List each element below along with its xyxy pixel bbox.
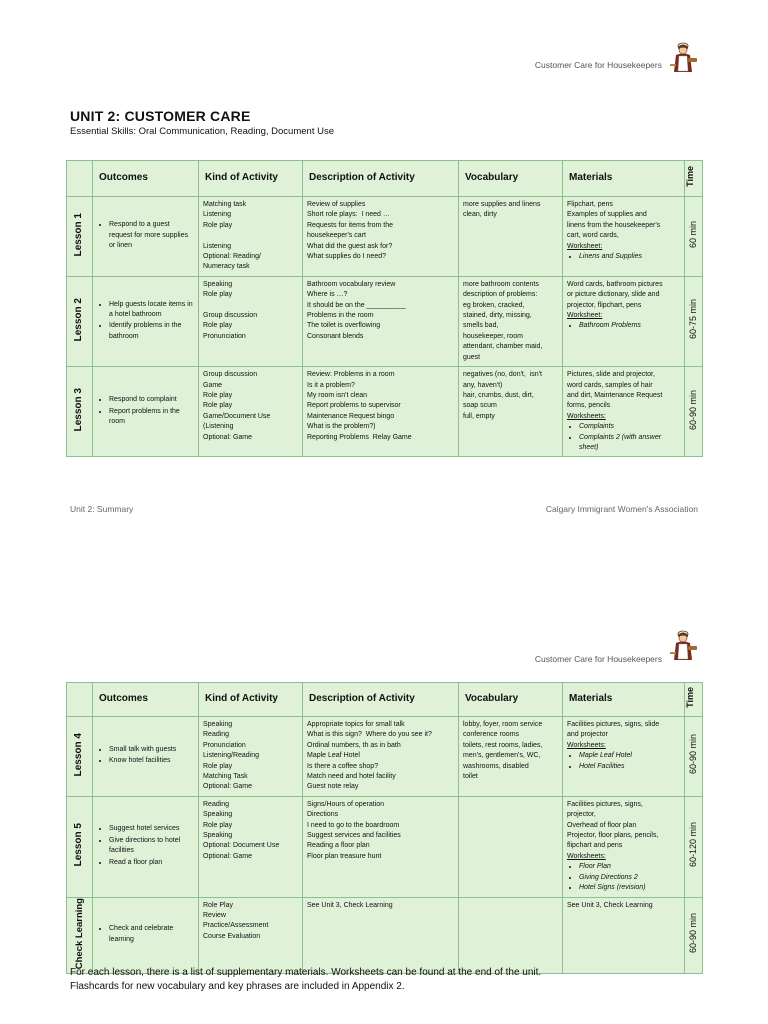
- cell-line: linens from the housekeeper's: [567, 221, 661, 229]
- description-cell: [303, 367, 459, 457]
- cell-line: smells bad,: [463, 322, 499, 330]
- description-cell: [303, 197, 459, 277]
- lesson-label: Lesson 3: [73, 387, 85, 432]
- cell-line: Projector, floor plans, pencils,: [567, 832, 659, 840]
- worksheet-label: Worksheet:: [567, 312, 603, 320]
- outcome-item: • Identify problems in the bathroom: [109, 321, 194, 342]
- cell-line: word cards, samples of hair: [567, 381, 653, 389]
- materials-list: [567, 901, 680, 911]
- cell-line: Floor plan treasure hunt: [307, 852, 382, 860]
- cell-line: Role play: [203, 402, 233, 410]
- vocabulary-cell: [459, 717, 563, 797]
- cell-line: men's, gentlemen's, WC,: [463, 752, 541, 760]
- lesson-row: [67, 897, 703, 974]
- header-text: Customer Care for Housekeepers: [534, 60, 662, 70]
- outcomes-cell: [93, 367, 199, 457]
- cell-line: Report problems to supervisor: [307, 402, 401, 410]
- cell-line: See Unit 3, Check Learning: [567, 901, 653, 909]
- cell-line: Is it a problem?: [307, 381, 355, 389]
- outcomes-cell: [93, 897, 199, 974]
- cell-line: Role play: [203, 322, 233, 330]
- cell-line: Bathroom vocabulary review: [307, 280, 396, 288]
- lesson-label: Lesson 4: [73, 732, 85, 776]
- outcomes-list: [97, 745, 194, 767]
- outcomes-list: [97, 300, 194, 343]
- worksheet-item: • Maple Leaf Hotel: [579, 751, 680, 761]
- cell-line: Role play: [203, 221, 233, 229]
- cell-line: hair, crumbs, dust, dirt,: [463, 391, 534, 399]
- vocabulary-list: [463, 370, 558, 422]
- cell-line: Pictures, slide and projector,: [567, 371, 655, 379]
- vocabulary-cell: [459, 796, 563, 897]
- note-line: For each lesson, there is a list of supplementary materials. Worksheets can be found at the end of the unit.: [70, 967, 542, 978]
- cell-line: Group discussion: [203, 312, 258, 320]
- worksheet-item: • Complaints: [579, 422, 680, 432]
- materials-list: [567, 280, 680, 311]
- cell-line: Course Evaluation: [203, 932, 261, 940]
- cell-line: full, empty: [463, 412, 495, 420]
- worksheet-label: Worksheet:: [567, 242, 603, 250]
- cell-line: housekeeper, room: [463, 332, 523, 340]
- cell-line: eg broken, cracked,: [463, 301, 525, 309]
- cell-line: any, haven't): [463, 381, 503, 389]
- cell-line: toilet: [463, 773, 478, 781]
- materials-cell: [563, 717, 685, 797]
- lesson-label: Check Learning: [74, 897, 85, 969]
- kind-list: [203, 200, 298, 273]
- cell-line: Role Play: [203, 901, 233, 909]
- description-cell: [303, 717, 459, 797]
- cell-line: Game/Document Use: [203, 412, 271, 420]
- time-cell: [685, 796, 703, 897]
- description-list: [307, 800, 454, 862]
- cell-line: Numeracy task: [203, 263, 250, 271]
- cell-line: lobby, foyer, room service: [463, 721, 543, 728]
- cell-line: Role play: [203, 821, 233, 829]
- description-cell: [303, 796, 459, 897]
- lesson-label-cell: [67, 367, 93, 457]
- cell-line: Review: Problems in a room: [307, 371, 395, 379]
- lesson-row: [67, 717, 703, 797]
- cell-line: Overhead of floor plan: [567, 821, 637, 829]
- cell-line: Speaking: [203, 721, 233, 728]
- housekeeper-maid-icon: [668, 40, 698, 74]
- outcome-item: • Report problems in the room: [109, 407, 194, 428]
- cell-line: What is this sign? Where do you see it?: [307, 731, 432, 739]
- corner-cell: [67, 683, 93, 717]
- kind-cell: [199, 276, 303, 366]
- lesson-row: [67, 796, 703, 897]
- worksheet-item: • Hotel Facilities: [579, 762, 680, 772]
- worksheet-list: [567, 252, 680, 262]
- cell-line: flipchart and pens: [567, 842, 623, 850]
- col-kind: Kind of Activity: [199, 683, 303, 717]
- materials-list: [567, 800, 680, 852]
- cell-line: Optional: Reading/: [203, 253, 261, 261]
- cell-line: Guest note relay: [307, 783, 359, 791]
- materials-list: [567, 370, 680, 412]
- footer-right: Calgary Immigrant Women's Association: [545, 504, 698, 514]
- cell-line: Facilities pictures, signs, slide: [567, 721, 660, 728]
- cell-line: Reading: [203, 800, 230, 808]
- cell-line: Short role plays: I need …: [307, 211, 390, 219]
- col-materials: Materials: [563, 161, 685, 197]
- description-list: [307, 720, 454, 793]
- cell-line: more bathroom contents: [463, 280, 539, 288]
- lesson-label-cell: [67, 796, 93, 897]
- materials-list: [567, 200, 680, 242]
- cell-line: Reporting Problems Relay Game: [307, 433, 412, 441]
- materials-cell: [563, 897, 685, 974]
- cell-line: See Unit 3, Check Learning: [307, 901, 393, 909]
- cell-line: I need to go to the boardroom: [307, 821, 400, 829]
- cell-line: Pronunciation: [203, 332, 246, 340]
- worksheet-item: • Complaints 2 (with answer sheet): [579, 433, 680, 454]
- vocabulary-list: [463, 200, 558, 221]
- cell-line: The toilet is overflowing: [307, 322, 381, 330]
- cell-line: Where is …?: [307, 291, 348, 299]
- lesson-label: Lesson 1: [73, 212, 85, 256]
- description-list: [307, 280, 454, 342]
- kind-cell: [199, 367, 303, 457]
- vocabulary-cell: [459, 276, 563, 366]
- time-cell: [685, 276, 703, 366]
- cell-line: Optional: Game: [203, 783, 253, 791]
- outcomes-cell: [93, 796, 199, 897]
- cell-line: (Listening: [203, 423, 234, 431]
- header-text: Customer Care for Housekeepers: [534, 654, 662, 664]
- outcome-item: • Suggest hotel services: [109, 824, 194, 834]
- kind-list: [203, 901, 298, 943]
- cell-line: Review of supplies: [307, 201, 366, 208]
- unit-subtitle: Essential Skills: Oral Communication, Reading, Document Use: [70, 126, 334, 137]
- worksheet-item: • Hotel Signs (revision): [579, 883, 680, 893]
- cell-line: Reading a floor plan: [307, 842, 370, 850]
- unit-title: UNIT 2: CUSTOMER CARE: [70, 108, 251, 124]
- cell-line: more supplies and linens: [463, 201, 541, 208]
- cell-line: Optional: Game: [203, 852, 253, 860]
- cell-line: housekeeper's cart: [307, 232, 366, 240]
- outcome-item: • Give directions to hotel facilities: [109, 836, 194, 857]
- lesson-label: Lesson 2: [73, 297, 85, 341]
- col-description: Description of Activity: [303, 683, 459, 717]
- supplementary-note: [70, 966, 541, 994]
- time-value: 60-90 min: [688, 389, 699, 430]
- vocabulary-cell: [459, 197, 563, 277]
- worksheet-item: • Giving Directions 2: [579, 873, 680, 883]
- time-value: 60-75 min: [688, 299, 699, 340]
- kind-list: [203, 800, 298, 862]
- cell-line: Speaking: [203, 280, 233, 288]
- cell-line: and projector: [567, 731, 608, 739]
- cell-line: forms, pencils: [567, 402, 611, 410]
- cell-line: Listening: [203, 242, 232, 250]
- cell-line: Listening: [203, 211, 232, 219]
- vocabulary-cell: [459, 367, 563, 457]
- lesson-label-cell: [67, 717, 93, 797]
- time-cell: [685, 197, 703, 277]
- description-list: [307, 901, 454, 911]
- col-materials: Materials: [563, 683, 685, 717]
- cell-line: Problems in the room: [307, 312, 374, 320]
- cell-line: stained, dirty, missing,: [463, 312, 532, 320]
- materials-cell: [563, 796, 685, 897]
- time-cell: [685, 897, 703, 974]
- cell-line: Matching Task: [203, 773, 248, 781]
- cell-line: Examples of supplies and: [567, 211, 647, 219]
- worksheet-list: [567, 862, 680, 893]
- time-cell: [685, 717, 703, 797]
- lesson-label-cell: [67, 276, 93, 366]
- cell-line: Facilities pictures, signs,: [567, 800, 643, 808]
- col-outcomes: Outcomes: [93, 161, 199, 197]
- cell-line: projector,: [567, 811, 596, 819]
- worksheet-item: • Bathroom Problems: [579, 321, 680, 331]
- worksheet-label: Worksheets:: [567, 412, 606, 420]
- outcome-item: • Read a floor plan: [109, 858, 194, 868]
- col-time: Time: [685, 161, 703, 197]
- vocabulary-list: [463, 720, 558, 782]
- kind-cell: [199, 197, 303, 277]
- outcomes-list: [97, 924, 194, 945]
- lesson-label-cell: [67, 897, 93, 974]
- kind-list: [203, 280, 298, 342]
- cell-line: Speaking: [203, 832, 233, 840]
- outcome-item: • Small talk with guests: [109, 745, 194, 755]
- vocabulary-list: [463, 280, 558, 363]
- worksheet-label: Worksheets:: [567, 852, 606, 860]
- outcome-item: • Check and celebrate learning: [109, 924, 194, 945]
- outcomes-cell: [93, 717, 199, 797]
- lesson-label-cell: [67, 197, 93, 277]
- outcomes-list: [97, 220, 194, 251]
- cell-line: negatives (no, don't, isn't: [463, 371, 542, 379]
- cell-line: Optional: Game: [203, 433, 253, 441]
- cell-line: Maintenance Request bingo: [307, 412, 395, 420]
- worksheet-label: Worksheets:: [567, 741, 606, 749]
- lesson-row: [67, 276, 703, 366]
- col-description: Description of Activity: [303, 161, 459, 197]
- cell-line: washrooms, disabled: [463, 762, 529, 770]
- cell-line: Reading: [203, 731, 230, 739]
- materials-list: [567, 720, 680, 741]
- vocabulary-cell: [459, 897, 563, 974]
- materials-cell: [563, 276, 685, 366]
- cell-line: Is there a coffee shop?: [307, 762, 379, 770]
- cell-line: Group discussion: [203, 371, 258, 379]
- cell-line: Ordinal numbers, th as in bath: [307, 741, 401, 749]
- page-2: [0, 590, 768, 1024]
- cell-line: and dirt, Maintenance Request: [567, 391, 663, 399]
- cell-line: clean, dirty: [463, 211, 497, 219]
- cell-line: projector, flipchart, pens: [567, 301, 642, 309]
- cell-line: soap scum: [463, 402, 497, 410]
- outcomes-cell: [93, 197, 199, 277]
- cell-line: Role play: [203, 762, 233, 770]
- housekeeper-maid-icon: [668, 628, 698, 662]
- description-cell: [303, 897, 459, 974]
- cell-line: Role play: [203, 291, 233, 299]
- outcome-item: • Know hotel facilities: [109, 756, 194, 766]
- worksheet-list: [567, 321, 680, 331]
- cell-line: [203, 231, 298, 241]
- col-time: Time: [685, 683, 703, 717]
- corner-cell: [67, 161, 93, 197]
- cell-line: toilets, rest rooms, ladies,: [463, 741, 543, 749]
- outcome-item: • Respond to a guest request for more supplies or linen: [109, 220, 194, 251]
- cell-line: What is the problem?): [307, 423, 376, 431]
- cell-line: Maple Leaf Hotel: [307, 752, 360, 760]
- cell-line: Matching task: [203, 201, 247, 208]
- col-outcomes: Outcomes: [93, 683, 199, 717]
- cell-line: Role play: [203, 391, 233, 399]
- cell-line: [203, 301, 298, 311]
- cell-line: Requests for items from the: [307, 221, 393, 229]
- outcomes-list: [97, 824, 194, 868]
- footer-left: Unit 2: Summary: [70, 504, 134, 514]
- cell-line: What did the guest ask for?: [307, 242, 393, 250]
- lesson-table-1: [66, 160, 703, 457]
- cell-line: Practice/Assessment: [203, 922, 269, 930]
- col-kind: Kind of Activity: [199, 161, 303, 197]
- cell-line: attendant, chamber maid,: [463, 343, 543, 351]
- materials-cell: [563, 367, 685, 457]
- cell-line: Optional: Document Use: [203, 842, 280, 850]
- lesson-row: [67, 197, 703, 277]
- cell-line: Game: [203, 381, 223, 389]
- worksheet-list: [567, 751, 680, 772]
- time-value: 60-120 min: [688, 821, 699, 867]
- outcomes-list: [97, 395, 194, 427]
- kind-cell: [199, 717, 303, 797]
- kind-cell: [199, 796, 303, 897]
- outcome-item: • Respond to complaint: [109, 395, 194, 405]
- cell-line: Flipchart, pens: [567, 201, 613, 208]
- cell-line: description of problems:: [463, 291, 538, 299]
- lesson-label: Lesson 5: [73, 822, 85, 867]
- materials-cell: [563, 197, 685, 277]
- outcome-item: • Help guests locate items in a hotel bathroom: [109, 300, 194, 321]
- cell-line: Consonant blends: [307, 332, 364, 340]
- cell-line: or picture dictionary, slide and: [567, 291, 660, 299]
- cell-line: Word cards, bathroom pictures: [567, 280, 663, 288]
- cell-line: guest: [463, 353, 481, 361]
- cell-line: Signs/Hours of operation: [307, 800, 385, 808]
- lesson-table-2: [66, 682, 703, 974]
- cell-line: What supplies do I need?: [307, 253, 386, 261]
- col-vocabulary: Vocabulary: [459, 683, 563, 717]
- worksheet-list: [567, 422, 680, 453]
- time-value: 60-90 min: [688, 913, 699, 954]
- cell-line: Listening/Reading: [203, 752, 260, 760]
- worksheet-item: • Floor Plan: [579, 862, 680, 872]
- time-cell: [685, 367, 703, 457]
- col-vocabulary: Vocabulary: [459, 161, 563, 197]
- cell-line: It should be on the __________: [307, 301, 406, 309]
- cell-line: Speaking: [203, 811, 233, 819]
- outcomes-cell: [93, 276, 199, 366]
- lesson-row: [67, 367, 703, 457]
- cell-line: Review: [203, 911, 226, 919]
- cell-line: conference rooms: [463, 731, 520, 739]
- cell-line: Appropriate topics for small talk: [307, 721, 405, 728]
- kind-cell: [199, 897, 303, 974]
- cell-line: My room isn't clean: [307, 391, 368, 399]
- kind-list: [203, 370, 298, 443]
- note-line: Flashcards for new vocabulary and key phrases are included in Appendix 2.: [70, 981, 405, 992]
- description-cell: [303, 276, 459, 366]
- cell-line: cart, word cards,: [567, 232, 619, 240]
- time-value: 60-90 min: [688, 734, 699, 775]
- cell-line: Suggest services and facilities: [307, 832, 401, 840]
- cell-line: Pronunciation: [203, 741, 246, 749]
- cell-line: Match need and hotel facility: [307, 773, 396, 781]
- worksheet-item: • Linens and Supplies: [579, 252, 680, 262]
- description-list: [307, 200, 454, 262]
- time-value: 60 min: [688, 220, 699, 248]
- cell-line: Directions: [307, 811, 339, 819]
- kind-list: [203, 720, 298, 793]
- description-list: [307, 370, 454, 443]
